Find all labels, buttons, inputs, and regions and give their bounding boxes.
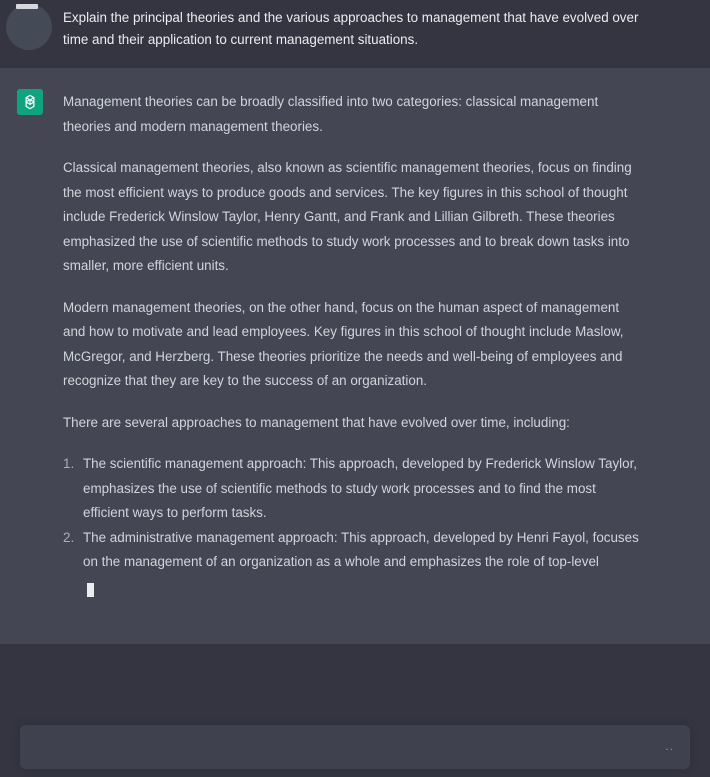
list-item: [63, 452, 643, 526]
paragraph-intro: Management theories can be broadly classified into two categories: classical management theories and modern management theories.: [63, 94, 599, 134]
loading-dots-icon: ..: [665, 739, 674, 753]
typing-cursor: [87, 583, 94, 597]
approaches-list: [63, 452, 643, 575]
user-message-text: Explain the principal theories and the various approaches to management that have evolved over time and their application to current management situations.: [63, 10, 639, 47]
openai-logo-icon: [21, 93, 39, 111]
user-message-row: [0, 0, 710, 68]
user-avatar-flag-icon: [16, 4, 38, 9]
assistant-message-body: [63, 90, 643, 597]
paragraph-approaches-intro: There are several approaches to management that have evolved over time, including:: [63, 414, 570, 430]
assistant-message-row: [0, 68, 710, 644]
chat-input[interactable]: [20, 725, 690, 769]
paragraph-classical: Classical management theories, also known as scientific management theories, focus on finding the most efficient ways to produce goods and services. The key figures in this school of thought include Frederick Winslow Taylor, Henry Gantt, and Frank and Lillian Gilbreth. These theories emphasized the use of scientific methods to study work processes and to break down tasks into smaller, more efficient units.: [63, 160, 632, 273]
list-item-text: The scientific management approach: This approach, developed by Frederick Winslow Taylor, emphasizes the use of scientific methods to study work processes and to find the most efficient ways to perform tasks.: [83, 456, 638, 520]
list-item-number: 1.: [63, 456, 75, 471]
list-item: [63, 526, 643, 575]
list-item-text: The administrative management approach: This approach, developed by Henri Fayol, focuses on the management of an organization as a whole and emphasizes the role of top-level: [83, 529, 639, 569]
assistant-avatar: [17, 89, 43, 115]
paragraph-modern: Modern management theories, on the other hand, focus on the human aspect of management and how to motivate and lead employees. Key figures in this school of thought include Maslow, McGregor, and Herzberg. These theories prioritize the needs and well-being of employees and recognize that they are key to the success of an organization.: [63, 299, 624, 388]
user-avatar: [6, 4, 52, 50]
list-item-number: 2.: [63, 529, 75, 545]
bottom-area: [0, 644, 710, 777]
